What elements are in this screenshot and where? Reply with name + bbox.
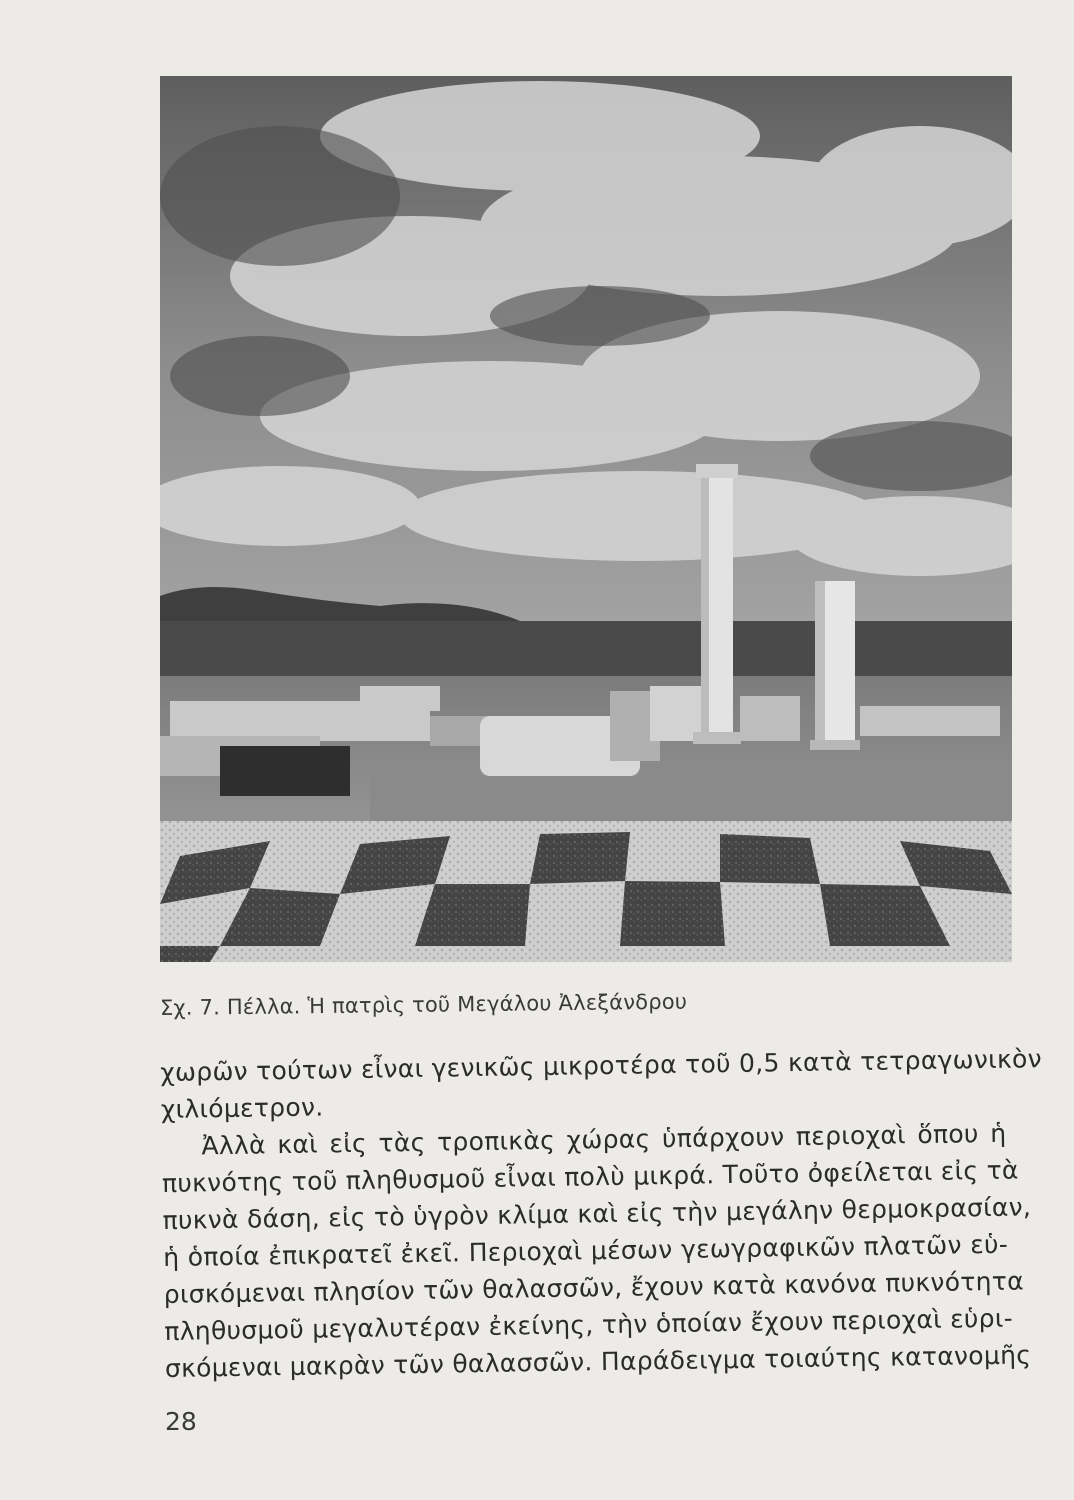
text-line: χωρῶν τούτων εἶναι γενικῶς μικροτέρα τοῦ 0,5 κατὰ τετραγωνικὸν: [160, 1044, 1043, 1087]
column-short: [810, 581, 860, 750]
body-text: [160, 1040, 1043, 1386]
text-line: πυκνότης τοῦ πληθυσμοῦ εἶναι πολὺ μικρά. Τοῦτο ὀφείλεται εἰς τὰ: [161, 1155, 1019, 1198]
figure-caption: Σχ. 7. Πέλλα. Ἡ πατρὶς τοῦ Μεγάλου Ἀλεξάνδρου: [159, 989, 688, 1020]
text-line: σκόμεναι μακρὰν τῶν θαλασσῶν. Παράδειγμα τοιαύτης κατανομῆς: [164, 1340, 1032, 1383]
text-line: πυκνὰ δάση, εἰς τὸ ὑγρὸν κλίμα καὶ εἰς τὴν μεγάλην θερμοκρασίαν,: [162, 1192, 1032, 1235]
mosaic-floor: [160, 821, 1012, 962]
text-line: Ἀλλὰ καὶ εἰς τὰς τροπικὰς χώρας ὑπάρχουν περιοχαὶ ὅπου ἡ: [201, 1118, 1007, 1161]
page-number: 28: [165, 1407, 197, 1436]
text-line: πληθυσμοῦ μεγαλυτέραν ἐκείνης, τὴν ὁποίαν ἔχουν περιοχαὶ εὑρι-: [164, 1303, 1014, 1346]
text-line: χιλιόμετρον.: [160, 1092, 324, 1124]
text-line: ρισκόμεναι πλησίον τῶν θαλασσῶν, ἔχουν κατὰ κανόνα πυκνότητα: [163, 1266, 1025, 1309]
pella-ruins-photo: [160, 76, 1012, 962]
text-line: ἡ ὁποία ἐπικρατεῖ ἐκεῖ. Περιοχαὶ μέσων γεωγραφικῶν πλατῶν εὑ-: [162, 1229, 1009, 1272]
figure-photo: [160, 76, 1012, 962]
